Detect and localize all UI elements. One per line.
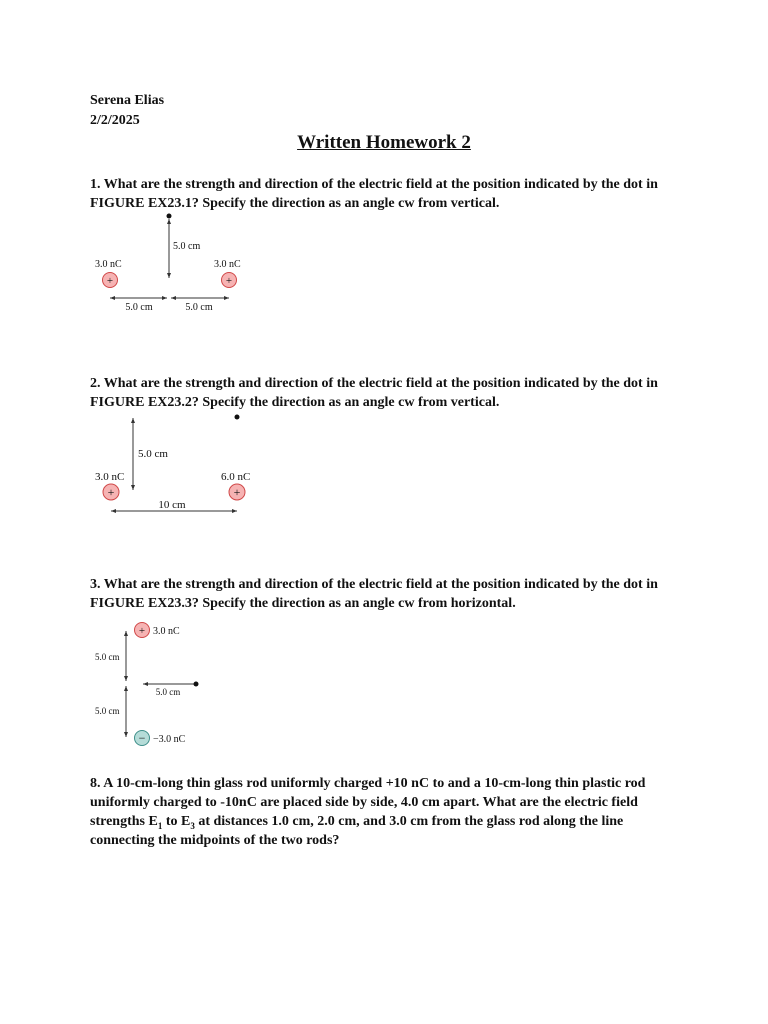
homework-date: 2/2/2025 xyxy=(90,113,140,128)
charge-right-label: 3.0 nC xyxy=(214,259,241,270)
charge-top-label: 3.0 nC xyxy=(153,626,180,637)
arrowhead xyxy=(124,631,128,636)
arrowhead xyxy=(111,509,116,513)
horizontal-distance-label: 10 cm xyxy=(158,499,186,511)
charge-left-label: 3.0 nC xyxy=(95,259,122,270)
arrowhead xyxy=(232,509,237,513)
arrowhead xyxy=(124,686,128,691)
question-3 xyxy=(90,575,690,613)
vertical-distance-label: 5.0 cm xyxy=(138,448,168,460)
plus-sign: + xyxy=(233,485,241,499)
question-text: What are the strength and direction of the electric field at the position indicated by the dot in FIGURE EX23.1? Specify the direction as an angle cw from vertical. xyxy=(90,177,658,211)
minus-sign: − xyxy=(138,731,146,745)
arrowhead xyxy=(131,485,135,490)
question-number: 1. xyxy=(90,177,101,192)
subscript: 3 xyxy=(190,820,195,831)
document-title: Written Homework 2 xyxy=(297,132,471,153)
question-2 xyxy=(90,374,690,412)
charge-left-label: 3.0 nC xyxy=(95,471,125,483)
question-text-part-1: A 10-cm-long thin glass rod uniformly charged +10 nC to and a 10-cm-long thin plastic rod uniformly charged to -10nC are placed side by side, 4.0 cm apart. What are the electric field strengths E xyxy=(90,776,646,829)
arrowhead xyxy=(162,296,167,300)
charge-right-label: 6.0 nC xyxy=(221,471,251,483)
arrowhead xyxy=(224,296,229,300)
figure-ex23-3 xyxy=(0,615,768,755)
field-point-dot xyxy=(194,682,199,687)
arrowhead xyxy=(143,682,148,686)
horizontal-distance-label: 5.0 cm xyxy=(155,687,181,697)
question-number: 2. xyxy=(90,376,101,391)
charge-bottom-label: −3.0 nC xyxy=(153,734,186,745)
plus-sign: + xyxy=(107,485,115,499)
field-point-dot xyxy=(167,214,172,219)
question-text-part-3: at distances 1.0 cm, 2.0 cm, and 3.0 cm from the glass rod along the line connecting the midpoints of the two rods? xyxy=(90,814,624,848)
plus-sign: + xyxy=(106,275,114,287)
field-point-dot xyxy=(235,415,240,420)
plus-sign: + xyxy=(138,625,146,637)
arrowhead xyxy=(124,676,128,681)
question-number: 8. xyxy=(90,776,101,791)
arrowhead xyxy=(131,418,135,423)
arrowhead xyxy=(171,296,176,300)
question-1 xyxy=(90,175,690,213)
question-text: What are the strength and direction of the electric field at the position indicated by the dot in FIGURE EX23.2? Specify the direction as an angle cw from vertical. xyxy=(90,376,658,410)
student-name: Serena Elias xyxy=(90,93,165,108)
question-text-part-2: to E xyxy=(162,814,191,829)
left-distance-label: 5.0 cm xyxy=(125,302,153,313)
arrowhead xyxy=(124,732,128,737)
vertical-distance-label: 5.0 cm xyxy=(173,241,201,252)
lower-distance-label: 5.0 cm xyxy=(95,706,120,716)
arrowhead xyxy=(167,273,171,278)
question-text: What are the strength and direction of the electric field at the position indicated by the dot in FIGURE EX23.3? Specify the direction as an angle cw from horizontal. xyxy=(90,577,658,611)
plus-sign: + xyxy=(225,275,233,287)
right-distance-label: 5.0 cm xyxy=(185,302,213,313)
figure-ex23-1 xyxy=(0,210,768,320)
subscript: 1 xyxy=(157,820,163,831)
arrowhead xyxy=(167,219,171,224)
question-number: 3. xyxy=(90,577,101,592)
question-8 xyxy=(90,774,690,850)
figure-ex23-2 xyxy=(0,410,768,520)
arrowhead xyxy=(110,296,115,300)
upper-distance-label: 5.0 cm xyxy=(95,652,120,662)
